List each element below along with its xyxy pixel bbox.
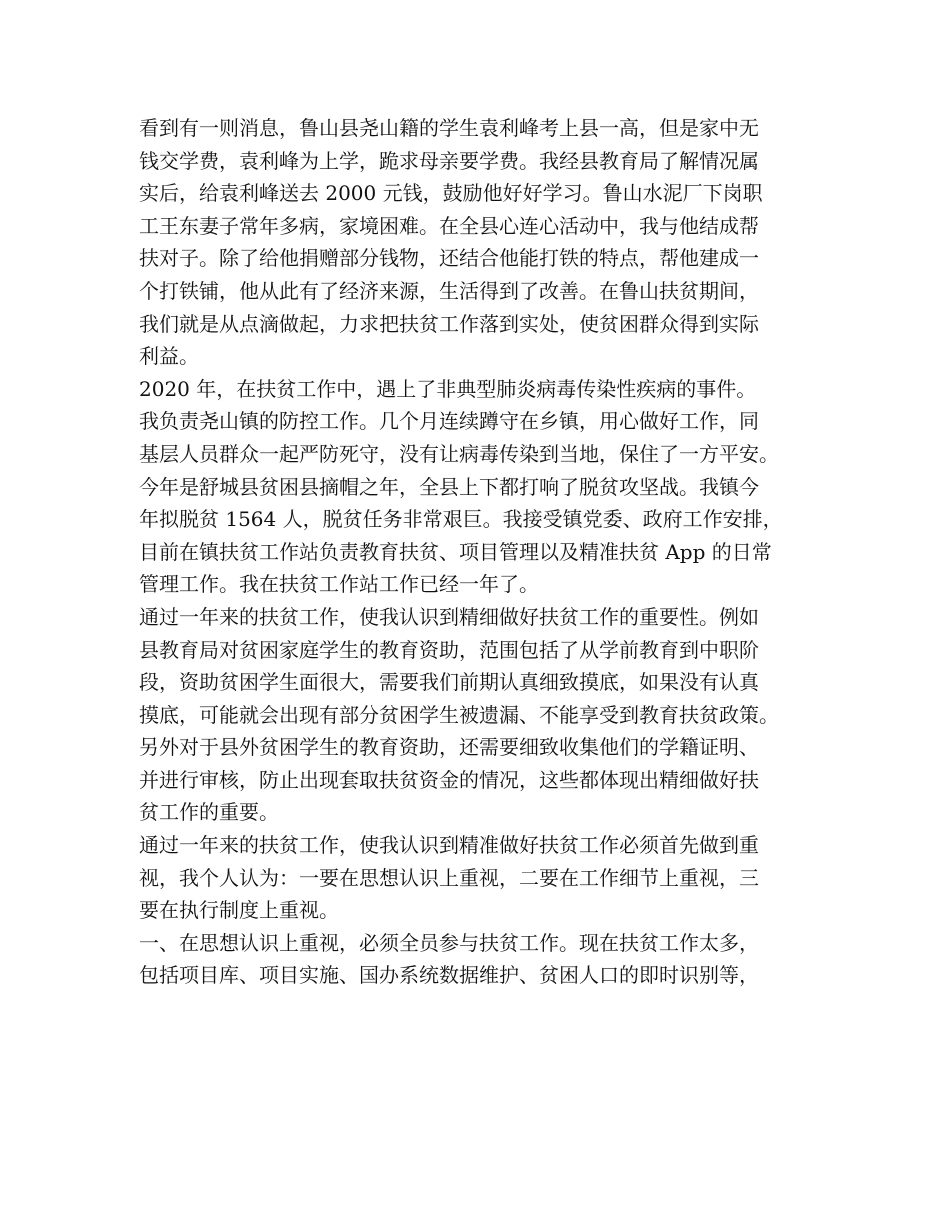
text-line: 年拟脱贫 1564 人，脱贫任务非常艰巨。我接受镇党委、政府工作安排， [139, 507, 783, 532]
text-line: 扶对子。除了给他捐赠部分钱物，还结合他能打铁的特点，帮他建成一 [139, 246, 759, 271]
text-line: 管理工作。我在扶贫工作站工作已经一年了。 [139, 572, 539, 597]
text-line: 钱交学费，袁利峰为上学，跪求母亲要学费。我经县教育局了解情况属 [139, 148, 759, 173]
text-line: 基层人员群众一起严防死守，没有让病毒传染到当地，保住了一方平安。 [139, 441, 779, 466]
text-line: 今年是舒城县贫困县摘帽之年，全县上下都打响了脱贫攻坚战。我镇今 [139, 474, 759, 499]
text-line: 通过一年来的扶贫工作，使我认识到精准做好扶贫工作必须首先做到重 [139, 833, 759, 858]
text-line: 看到有一则消息，鲁山县尧山籍的学生袁利峰考上县一高，但是家中无 [139, 116, 759, 140]
text-line: 工王东妻子常年多病，家境困难。在全县心连心活动中，我与他结成帮 [139, 213, 759, 238]
text-line: 要在执行制度上重视。 [139, 898, 339, 923]
text-line: 利益。 [139, 344, 199, 369]
text-line: 视，我个人认为：一要在思想认识上重视，二要在工作细节上重视，三 [139, 865, 759, 890]
text-line: 包括项目库、项目实施、国办系统数据维护、贫困人口的即时识别等， [139, 963, 759, 988]
text-line: 另外对于县外贫困学生的教育资助，还需要细致收集他们的学籍证明、 [139, 735, 759, 760]
text-line: 实后，给袁利峰送去 2000 元钱，鼓励他好好学习。鲁山水泥厂下岗职 [139, 181, 763, 206]
text-line: 并进行审核，防止出现套取扶贫资金的情况，这些都体现出精细做好扶 [139, 767, 759, 792]
text-line: 我负责尧山镇的防控工作。几个月连续蹲守在乡镇，用心做好工作，同 [139, 409, 759, 434]
text-line: 2020 年，在扶贫工作中，遇上了非典型肺炎病毒传染性疾病的事件。 [139, 376, 757, 401]
text-line: 一、在思想认识上重视，必须全员参与扶贫工作。现在扶贫工作太多， [139, 930, 759, 955]
text-line: 目前在镇扶贫工作站负责教育扶贫、项目管理以及精准扶贫 App 的日常 [139, 539, 772, 564]
document-body [139, 112, 829, 992]
text-line: 我们就是从点滴做起，力求把扶贫工作落到实处，使贫困群众得到实际 [139, 311, 759, 336]
text-line: 贫工作的重要。 [139, 800, 279, 825]
text-line: 通过一年来的扶贫工作，使我认识到精细做好扶贫工作的重要性。例如 [139, 604, 759, 629]
text-line: 县教育局对贫困家庭学生的教育资助，范围包括了从学前教育到中职阶 [139, 637, 759, 662]
text-line: 摸底，可能就会出现有部分贫困学生被遗漏、不能享受到教育扶贫政策。 [139, 702, 779, 727]
text-line: 段，资助贫困学生面很大，需要我们前期认真细致摸底，如果没有认真 [139, 670, 759, 695]
text-line: 个打铁铺，他从此有了经济来源，生活得到了改善。在鲁山扶贫期间， [139, 278, 759, 303]
